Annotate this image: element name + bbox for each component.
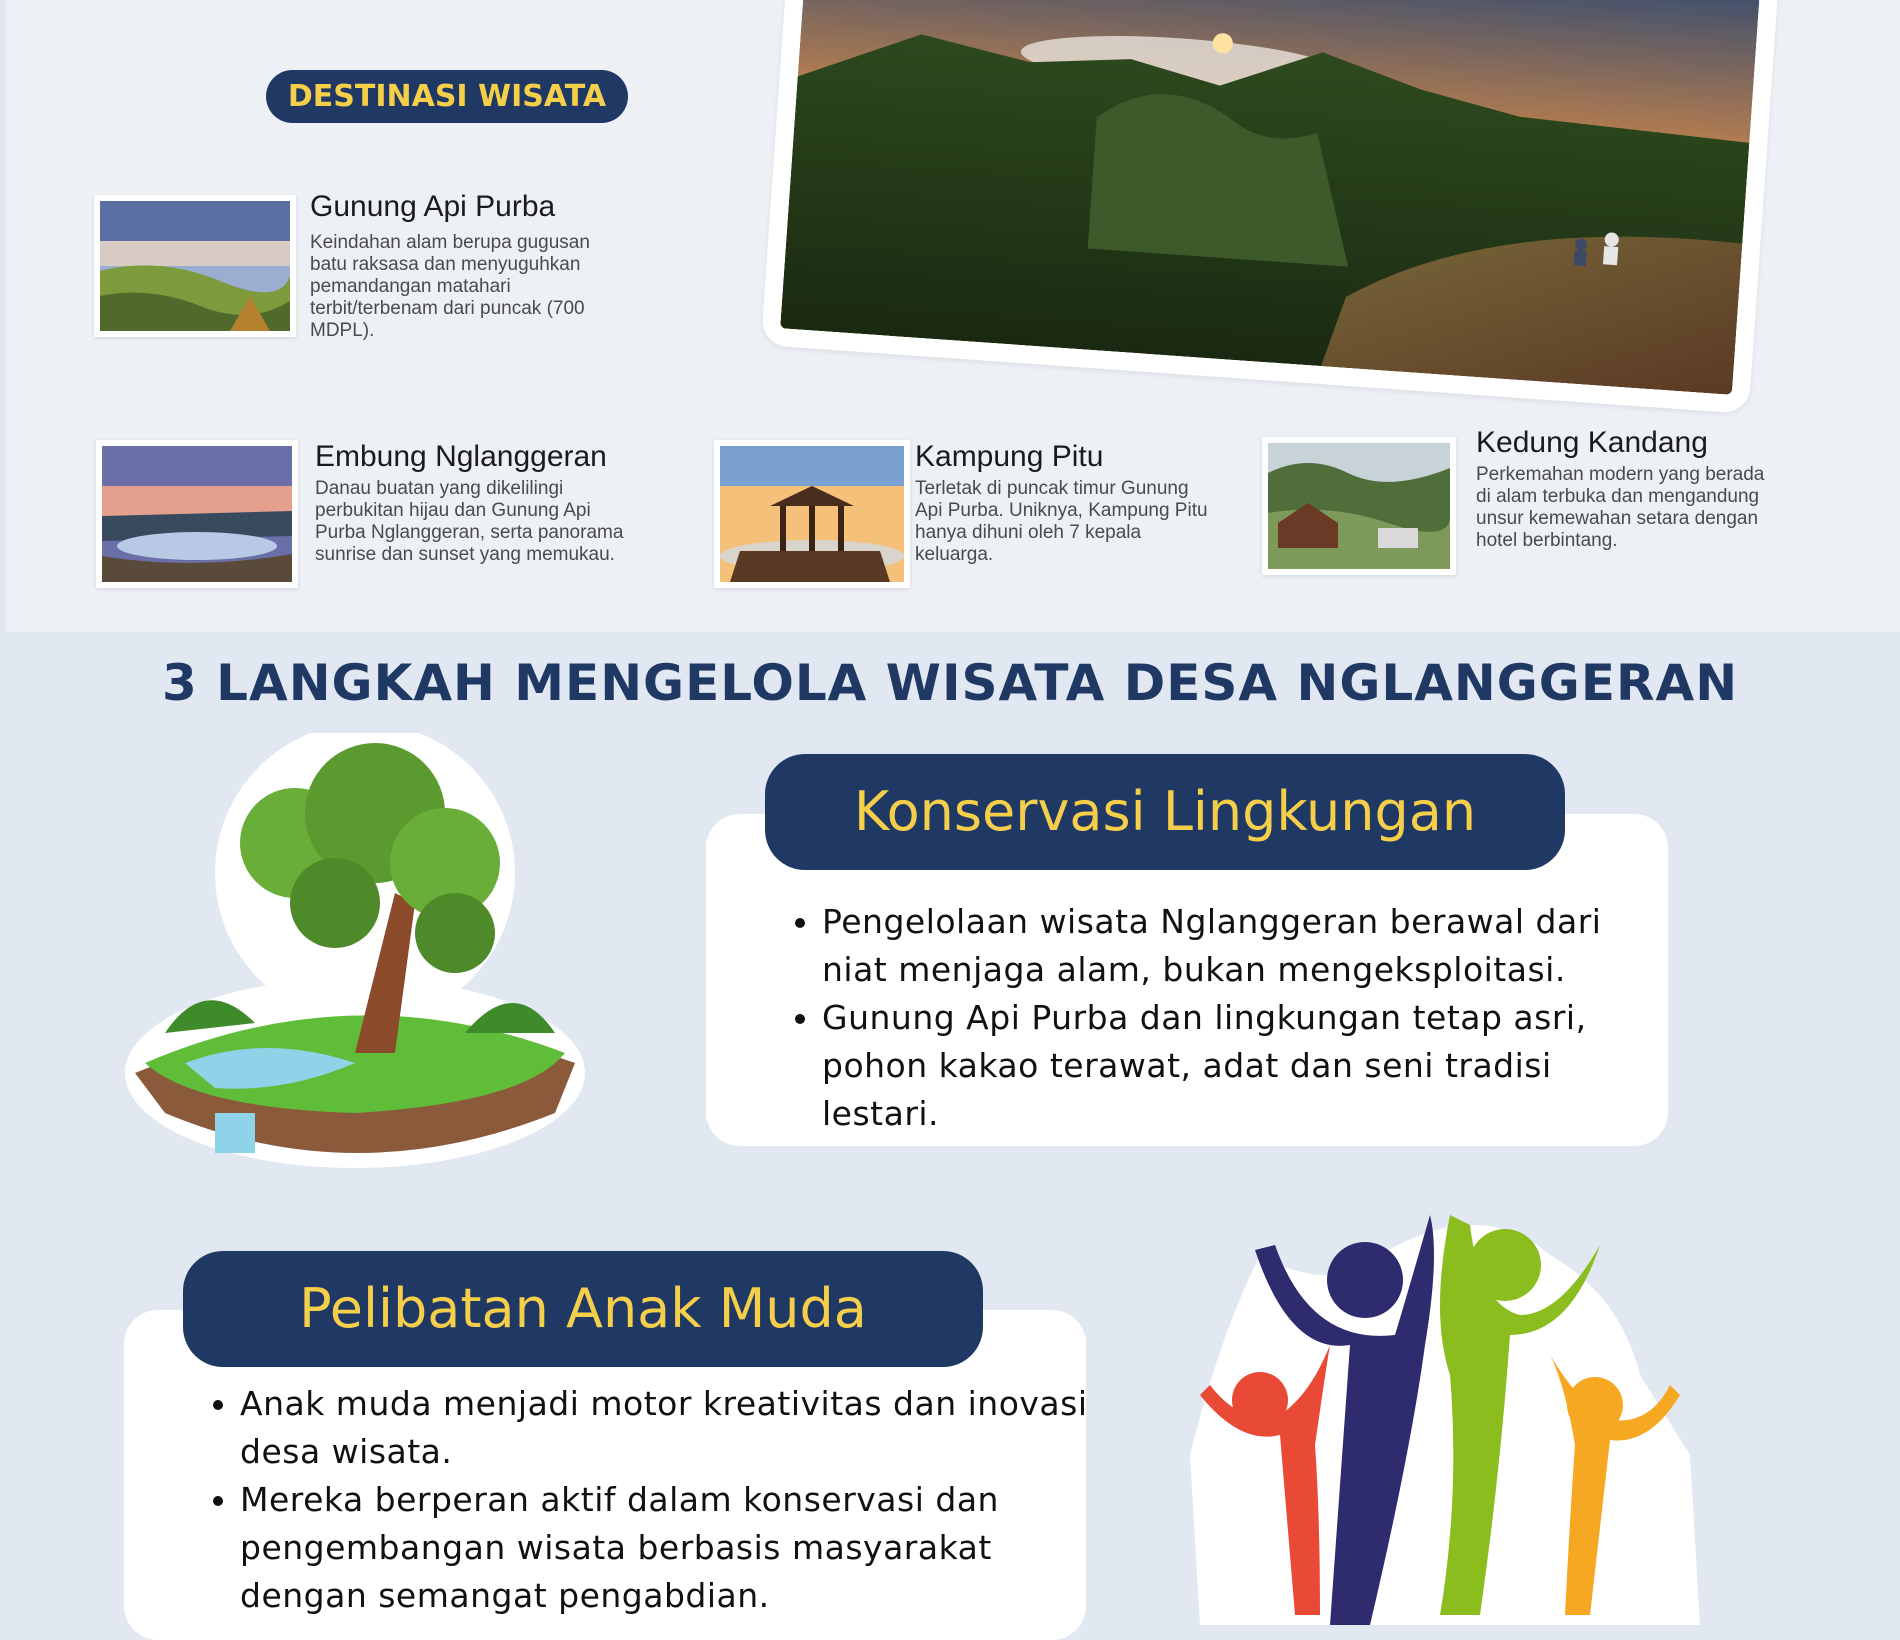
hero-mountain-photo [780, 0, 1760, 395]
step-bullet-list [792, 898, 1672, 1138]
bullet-item: • Anak muda menjadi motor kreativitas dan inovasi desa wisata. [240, 1380, 1090, 1476]
destination-title: Kedung Kandang [1476, 426, 1708, 459]
bullet-item: • Pengelolaan wisata Nglanggeran berawal dari niat menjaga alam, bukan mengeksploitasi. [822, 898, 1672, 994]
hero-photo-frame [761, 0, 1779, 414]
step-heading: Konservasi Lingkungan [765, 754, 1565, 870]
destination-description: Danau buatan yang dikelilingi perbukitan hijau dan Gunung Api Purba Nglanggeran, serta panorama sunrise dan sunset yang memukau. [315, 478, 624, 565]
step-heading: Pelibatan Anak Muda [183, 1251, 983, 1367]
destination-description: Keindahan alam berupa gugusan batu raksasa dan menyuguhkan pemandangan matahari terbit/terbenam dari puncak (700 MDPL). [310, 232, 590, 341]
people-community-icon [1180, 1195, 1710, 1625]
bullet-item: • Mereka berperan aktif dalam konservasi dan pengembangan wisata berbasis masyarakat dengan semangat pengabdian. [240, 1476, 1090, 1620]
gunung-api-purba-photo [94, 195, 296, 337]
step-bullet-list [210, 1380, 1090, 1620]
tree-island-illustration [125, 733, 585, 1173]
destination-description: Terletak di puncak timur Gunung Api Purba. Uniknya, Kampung Pitu hanya dihuni oleh 7 kepala keluarga. [915, 478, 1208, 565]
kampung-pitu-photo [714, 440, 910, 588]
kedung-kandang-photo [1262, 437, 1456, 575]
destination-title: Embung Nglanggeran [315, 440, 607, 473]
steps-section-title: 3 LANGKAH MENGELOLA WISATA DESA NGLANGGERAN [161, 654, 1739, 712]
destinations-label: DESTINASI WISATA [266, 70, 628, 123]
bullet-item: • Gunung Api Purba dan lingkungan tetap asri, pohon kakao terawat, adat dan seni tradisi lestari. [822, 994, 1672, 1138]
destination-title: Gunung Api Purba [310, 190, 556, 223]
embung-nglanggeran-photo [96, 440, 298, 588]
destination-description: Perkemahan modern yang berada di alam terbuka dan mengandung unsur kemewahan setara dengan hotel berbintang. [1476, 464, 1765, 551]
destination-title: Kampung Pitu [915, 440, 1104, 473]
